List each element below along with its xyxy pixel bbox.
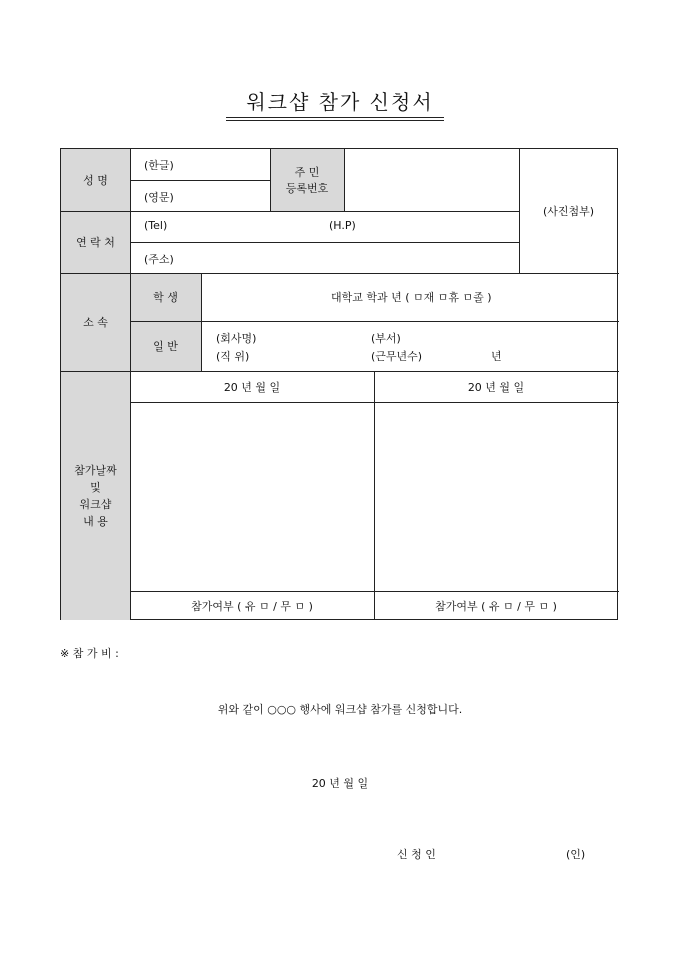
rule-affiliation [130,321,619,322]
date-left-field[interactable]: 20 년 월 일 [223,380,281,394]
general-label: 일 반 [130,321,201,371]
student-field[interactable]: 대학교 학과 년 ( ㅁ재 ㅁ휴 ㅁ졸 ) [331,291,492,304]
address-field[interactable]: (주소) [144,253,174,266]
seal-label: (인) [566,848,586,861]
name-label: 성 명 [61,149,130,211]
rule-rrn-left [270,149,271,211]
name-english-field[interactable]: (영문) [144,191,174,204]
participation-label-line3: 워크샵 [79,497,112,511]
date-right-field[interactable]: 20 년 월 일 [467,380,525,394]
contact-label: 연 락 처 [61,211,130,273]
tel-field[interactable]: (Tel) [144,219,168,232]
attend-left-field[interactable]: 참가여부 ( 유 ㅁ / 무 ㅁ ) [191,599,313,613]
participation-label [61,371,130,620]
position-field[interactable]: (직 위) [216,350,250,363]
participation-label-line2: 및 [90,480,101,494]
page-title: 워크샵 참가 신청서 [246,90,434,114]
name-korean-field[interactable]: (한글) [144,159,174,172]
participation-label-line4: 내 용 [83,514,108,528]
years-worked-field[interactable]: (근무년수) [371,350,423,363]
participation-label-line1: 참가날짜 [74,463,117,477]
photo-placeholder: (사진첨부) [542,205,595,218]
student-label: 학 생 [130,273,201,321]
department-field[interactable]: (부서) [371,332,401,345]
application-statement: 위와 같이 ○○○ 행사에 워크샵 참가를 신청합니다. [217,703,463,716]
application-date[interactable]: 20 년 월 일 [311,777,369,790]
rule-rrn-right [344,149,345,211]
title-underline-top [226,117,444,118]
company-field[interactable]: (회사명) [216,332,257,345]
rrn-label [270,149,344,211]
rrn-label-line1: 주 민 [294,166,320,179]
applicant-label: 신 청 인 [397,848,436,861]
rule-name [130,180,270,181]
rule-contact [130,242,519,243]
years-unit: 년 [491,350,502,363]
attend-right-field[interactable]: 참가여부 ( 유 ㅁ / 무 ㅁ ) [435,599,557,613]
rrn-label-line2: 등록번호 [285,182,329,195]
content-right-area[interactable] [374,402,618,591]
rule-row2 [61,273,619,274]
fee-label: ※ 참 가 비 : [60,647,119,660]
affiliation-label: 소 속 [61,273,130,371]
application-form-table [60,148,618,620]
title-underline-bottom [226,120,444,121]
rule-affiliation-col [201,273,202,371]
hp-field[interactable]: (H.P) [329,219,356,232]
content-left-area[interactable] [130,402,374,591]
